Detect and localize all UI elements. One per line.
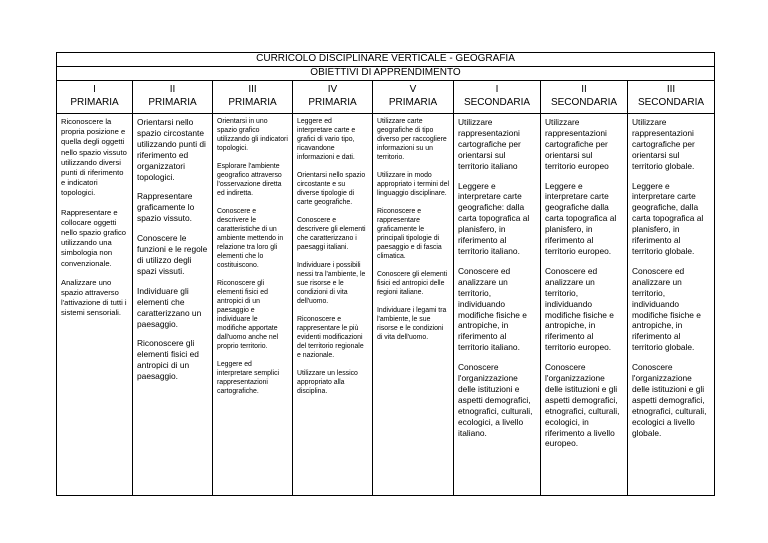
objective-text: Conoscere e descrivere gli elementi che caratterizzano i paesaggi italiani. [297, 217, 366, 251]
objective-text: Conoscere e descrivere le caratteristiche di un ambiente mettendo in relazione tra loro gli elementi che lo costituiscono. [217, 208, 284, 269]
objective-text: Riconoscere la propria posizione e quella degli oggetti nello spazio vissuto utilizzando diversi punti di riferimento e indicatori topologici. [61, 117, 127, 198]
objective-text: Orientarsi nello spazio circostante utilizzando punti di riferimento ed organizzatori topologici. [137, 117, 206, 182]
objectives-row [57, 114, 715, 496]
column-header: IV PRIMARIA [293, 81, 373, 114]
objective-text: Riconoscere e rappresentare graficamente le principali tipologie di paesaggio e di fascia climatica. [377, 208, 442, 260]
objective-text: Riconoscere e rappresentare le più evidenti modificazioni del territorio regionale e nazionale. [297, 316, 364, 359]
objective-text: Orientarsi nello spazio circostante e su diverse tipologie di carte geografiche. [297, 172, 366, 206]
document-title: CURRICOLO DISCIPLINARE VERTICALE - GEOGRAFIA [57, 53, 715, 67]
objective-text: Conoscere le funzioni e le regole di utilizzo degli spazi vissuti. [137, 233, 208, 276]
objective-text: Esplorare l'ambiente geografico attraverso l'osservazione diretta ed indiretta. [217, 163, 282, 197]
curriculum-document [56, 52, 714, 496]
objectives-cell [373, 114, 454, 496]
objective-text: Leggere e interpretare carte geografiche, dalla carta topografica al planisfero, in riferimento al territorio globale. [632, 180, 704, 256]
objectives-cell [628, 114, 715, 496]
column-header: I PRIMARIA [57, 81, 133, 114]
objective-text: Analizzare uno spazio attraverso l'attivazione di tutti i sistemi sensoriali. [61, 277, 127, 318]
column-header: II SECONDARIA [541, 81, 628, 114]
objective-text: Leggere ed interpretare semplici rappresentazioni cartografiche. [217, 361, 280, 395]
objective-text: Utilizzare un lessico appropriato alla disciplina. [297, 370, 358, 395]
objective-text: Individuare i legami tra l'ambiente, le sue risorse e le condizioni di vita dell'uomo. [377, 307, 447, 341]
objective-text: Leggere ed interpretare carte e grafici di vario tipo, ricavandone informazioni e dati. [297, 118, 356, 161]
objective-text: Conoscere l'organizzazione delle istituzioni e gli aspetti demografici, etnografici, culturali, ecologici a livello globale. [632, 362, 707, 438]
objective-text: Utilizzare carte geografiche di tipo diverso per raccogliere informazioni su un territorio. [377, 118, 447, 161]
objective-text: Leggere e interpretare carte geografiche dalla carta topografica al planisfero, in riferimento al territorio europeo. [545, 180, 617, 256]
objective-text: Riconoscere gli elementi fisici ed antropici di un paesaggio. [137, 338, 199, 382]
column-header: III PRIMARIA [213, 81, 293, 114]
objective-text: Riconoscere gli elementi fisici ed antropici di un paesaggio e individuare le modifiche apportate dall'uomo anche nel proprio territorio. [217, 280, 279, 350]
column-header: III SECONDARIA [628, 81, 715, 114]
objective-text: Rappresentare graficamente lo spazio vissuto. [137, 191, 195, 224]
objective-text: Individuare i possibili nessi tra l'ambiente, le sue risorse e le condizioni di vita dell'uomo. [297, 262, 366, 305]
objectives-cell [293, 114, 373, 496]
objective-text: Conoscere l'organizzazione delle istituzioni e aspetti demografici, etnografici, culturali, ecologici, a livello italiano. [458, 362, 533, 438]
objectives-cell [57, 114, 133, 496]
column-header: V PRIMARIA [373, 81, 454, 114]
document-subtitle: OBIETTIVI DI APPRENDIMENTO [57, 67, 715, 81]
objective-text: Utilizzare in modo appropriato i termini del linguaggio disciplinare. [377, 172, 450, 197]
objective-text: Conoscere gli elementi fisici ed antropici delle regioni italiane. [377, 271, 448, 296]
objective-text: Orientarsi in uno spazio grafico utilizzando gli indicatori topologici. [217, 118, 288, 152]
objective-text: Utilizzare rappresentazioni cartografiche per orientarsi sul territorio italiano [458, 117, 521, 171]
objective-text: Utilizzare rappresentazioni cartografiche per orientarsi sul territorio europeo [545, 117, 609, 171]
curriculum-table [56, 52, 715, 496]
objective-text: Conoscere ed analizzare un territorio, individuando modifiche fisiche e antropiche, in riferimento al territorio italiano. [458, 265, 527, 353]
column-header: II PRIMARIA [133, 81, 213, 114]
objective-text: Rappresentare e collocare oggetti nello spazio grafico utilizzando una simbologia non convenzionale. [61, 207, 127, 268]
objectives-cell [213, 114, 293, 496]
objective-text: Utilizzare rappresentazioni cartografiche per orientarsi sul territorio globale. [632, 117, 695, 171]
objectives-cell [133, 114, 213, 496]
objective-text: Conoscere ed analizzare un territorio, individuando modifiche fisiche e antropiche, in riferimento al territorio europeo. [545, 265, 614, 353]
header-row [57, 81, 715, 114]
objectives-cell [541, 114, 628, 496]
objective-text: Conoscere ed analizzare un territorio, individuando modifiche fisiche e antropiche, in riferimento al territorio globale. [632, 265, 701, 353]
objectives-cell [454, 114, 541, 496]
objective-text: Leggere e interpretare carte geografiche: dalla carta topografica al planisfero, in riferimento al territorio italiano. [458, 180, 530, 256]
objective-text: Individuare gli elementi che caratterizzano un paesaggio. [137, 285, 202, 329]
objective-text: Conoscere l'organizzazione delle istituzioni e gli aspetti demografici, etnografici, culturali, ecologici, in riferimento a livello europeo. [545, 362, 620, 449]
column-header: I SECONDARIA [454, 81, 541, 114]
